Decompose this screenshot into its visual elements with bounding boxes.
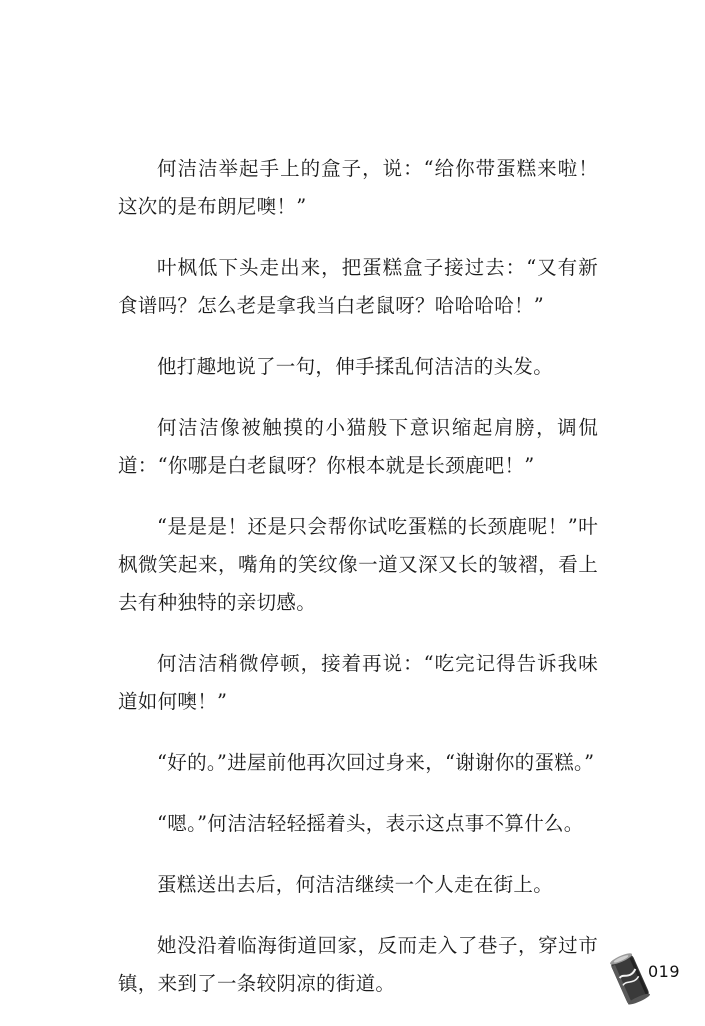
page-footer <box>608 950 688 1010</box>
paragraph: 他打趣地说了一句，伸手揉乱何洁洁的头发。 <box>157 355 554 378</box>
paragraph: 叶枫低下头走出来，把蛋糕盒子接过去：“又有新食谱吗？怎么老是拿我当白老鼠呀？哈哈哈哈！” <box>118 256 598 317</box>
paragraph: 何洁洁像被触摸的小猫般下意识缩起肩膀，调侃道：“你哪是白老鼠呀？你根本就是长颈鹿吧！” <box>118 416 598 477</box>
paragraph: 她没沿着临海街道回家，反而走入了巷子，穿过市镇，来到了一条较阴凉的街道。 <box>118 934 598 995</box>
paragraph: “好的。”进屋前他再次回过身来，“谢谢你的蛋糕。” <box>157 751 595 774</box>
paragraph: 何洁洁举起手上的盒子，说：“给你带蛋糕来啦！这次的是布朗尼噢！” <box>118 157 598 218</box>
page-body <box>118 150 598 1026</box>
soda-can-icon <box>608 950 652 1008</box>
paragraph: 何洁洁稍微停顿，接着再说：“吃完记得告诉我味道如何噢！” <box>118 652 598 713</box>
page-number: 019 <box>648 962 681 981</box>
paragraph: 蛋糕送出去后，何洁洁继续一个人走在街上。 <box>157 873 554 896</box>
paragraph: “是是是！还是只会帮你试吃蛋糕的长颈鹿呢！”叶枫微笑起来，嘴角的笑纹像一道又深又长的皱褶，看上去有种独特的亲切感。 <box>118 515 598 614</box>
paragraph: “嗯。”何洁洁轻轻摇着头，表示这点事不算什么。 <box>157 812 584 835</box>
